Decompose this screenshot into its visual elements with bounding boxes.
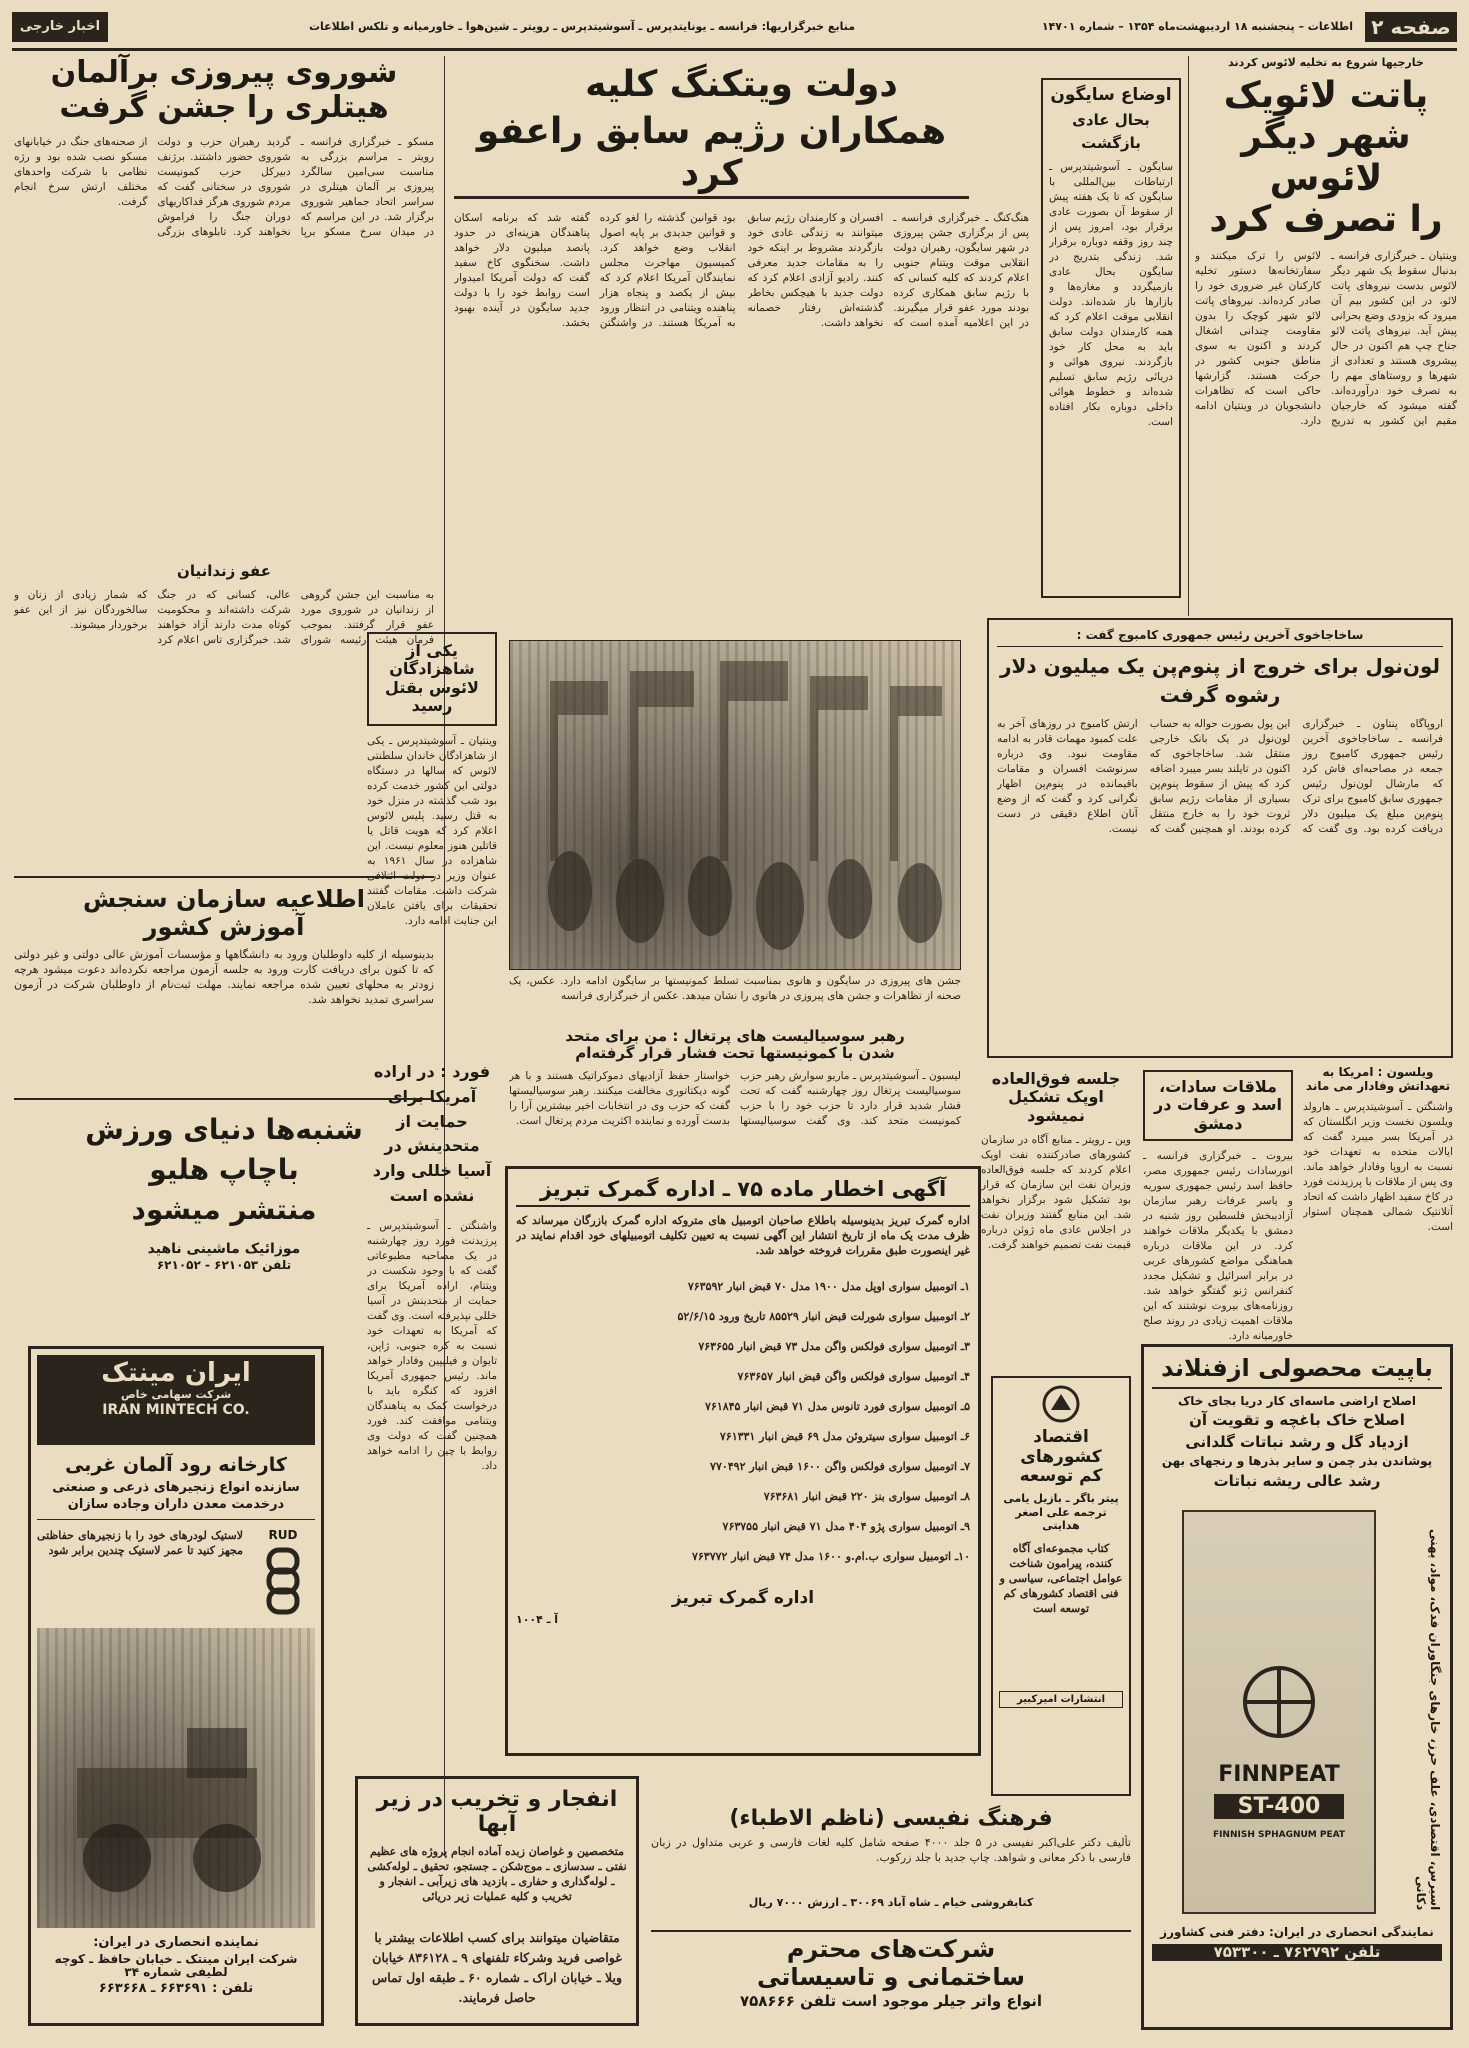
mintech-mid [37,1528,315,1620]
ford-headline: فورد : در اراده آمریکا برای حمایت از متحدینش در آسیا خللی وارد نشده است [372,1062,492,1205]
helio-footer: موزائیک ماشینی ناهید [147,1240,301,1257]
helio-line-2: باچاپ هلیو [149,1153,299,1187]
laos-headline-2: شهر دیگر لائوس [1241,116,1411,199]
customs-item: ۹ـ اتومبیل سواری پژو ۴۰۴ مدل ۷۱ قبض انبار ۷۶۳۷۵۵ [722,1520,970,1534]
mintech-subtitle: شرکت سهامی خاص [120,1387,232,1401]
peat-sack-sub: FINNISH SPHAGNUM PEAT [1212,1829,1346,1840]
publisher-logo-icon [1041,1384,1081,1424]
customs-ad [505,1166,981,1756]
book-title-1: اقتصاد کشورهای [1020,1427,1102,1467]
mintech-phone: تلفن : ۶۶۳۶۹۱ ـ ۶۶۳۶۶۸ [98,1981,254,1997]
peat-line-1: اصلاح اراضی ماسه‌ای کار دریا بجای خاک [1177,1393,1417,1408]
mintech-line-1: کارخانه رود آلمان غربی [65,1454,287,1476]
mintech-address: شرکت ایران مینتک ـ خیابان حافظ ـ کوچه لطیفی شماره ۳۴ [54,1951,298,1980]
construction-line-1: شرکت‌های محترم [786,1935,996,1963]
laos-story [1195,56,1457,606]
mintech-header [37,1355,315,1445]
dictionary-title: فرهنگ نفیسی (ناظم الاطباء) [729,1806,1053,1831]
laos-kicker: خارجیها شروع به تخلیه لائوس کردند [1228,56,1424,69]
book-publisher: انتشارات امیرکبیر [999,1691,1123,1709]
sources-line: منابع خبرگزاریها: فرانسه ـ یونایتدپرس ـ آسوشیتدپرس ـ رویتر ـ شین‌هوا ـ خاورمیانه و تلکس اطلاعات [308,20,856,33]
peat-title: باپیت محصولی ازفنلاند [1152,1355,1442,1389]
saigon-headline-2: بحال عادی [1072,110,1150,129]
wilson-headline: ویلسون : امریکا به تعهداتش وفادار می ماند [1305,1065,1451,1093]
portugal-headline-1: رهبر سوسیالیست های پرتغال : من برای متحد [565,1027,905,1045]
book-title-2: کم توسعه [1019,1466,1103,1487]
customs-signature: اداره گمرک تبریز [671,1588,815,1609]
rud-label: RUD [268,1527,298,1542]
portugal-body: لیسبون ـ آسوشیتدپرس ـ ماریو سوارش رهبر حزب سوسیالیست پرتغال روز چهارشنبه گفت که تحت فشار شدید قرار دارد تا حزب خود را با حزب کمونیست متحد کند. وی گفت سوسیالیستها خواستار حفظ آزادیهای دموکراتیک هستند و با هر گونه دیکتاتوری مخالفت میکنند. رهبر سوسیالیستها گفت که حزب وی در انتخابات اخیر بیشترین آرا را بدست آورده و نماینده اکثریت مردم پرتغال است. [509,1069,961,1127]
lon-nol-headline-2: رشوه گرفت [1159,683,1281,707]
helio-ad [14,1098,434,1338]
helio-line-3: منتشر میشود [131,1193,317,1227]
sadat-body: بیروت ـ خبرگزاری فرانسه ـ انورسادات رئیس جمهوری مصر، حافظ اسد رئیس جمهوری سوریه و یاسر عرفات رهبر سازمان آزادیبخش فلسطین روز شنبه در دمشق با یکدیگر ملاقات خواهند کرد. در این ملاقات درباره هماهنگی مواضع کشورهای عربی در برابر اسرائیل و تشکیل مجدد کنفرانس ژنو گفتگو خواهد شد. روزنامه‌های بیروت نوشتند که این ملاقات اهمیت زیادی در روند صلح خاورمیانه دارد. [1143,1150,1293,1343]
laos-prince-body: وینتیان ـ آسوشیتدپرس ـ یکی از شاهزادگان خاندان سلطنتی لائوس که سالها در دستگاه دولتی این کشور خدمت کرده بود شب گذشته در منزل خود به قتل رسید. پلیس لائوس اعلام کرد که هویت قاتل یا قاتلین هنوز معلوم نیست. این شاهزاده در سال ۱۹۶۱ به عنوان وزیر در دولت ائتلافی شرکت داشت. مقامات گفتند تحقیقات برای یافتن عاملان این جنایت ادامه دارد. [367,734,497,927]
paper-info: اطلاعات – پنجشنبه ۱۸ اردیبهشت‌ماه ۱۳۵۴ – شماره ۱۴۷۰۱ [1041,20,1353,33]
construction-ad [651,1930,1131,2030]
soviet-subhead: عفو زندانیان [177,562,271,580]
peat-sack-model: ST-400 [1214,1794,1344,1819]
opec-body: وین ـ رویتر ـ منابع آگاه در سازمان کشورهای صادرکننده نفت اوپک اعلام کردند که جلسه فوق‌العاده وزیران نفت این سازمان که قرار بود تشکیل شود برگزار نخواهد شد. این منابع گفتند وزیران نفت در اجلاس عادی ماه ژوئن درباره قیمت نفت تصمیم خواهند گرفت. [981,1134,1131,1252]
loader-icon [37,1628,321,1928]
wilson-body: واشنگتن ـ آسوشیتدپرس ـ هارولد ویلسون نخست وزیر انگلستان که در آمریکا بسر میبرد گفت که ایالات متحده به تعهدات خود نسبت به اروپا وفادار خواهد ماند. وی پس از ملاقات با پرزیدنت فورد در کاخ سفید اظهار داشت که اتحاد آتلانتیک شمالی همچنان استوار است. [1303,1100,1453,1233]
customs-item: ۱۰ـ اتومبیل سواری ب.ام.و ۱۶۰۰ مدل ۷۴ قبض انبار ۷۶۳۷۷۲ [691,1550,970,1564]
rud-logo [251,1528,315,1620]
laos-headline-1: پاتت لائویک [1223,75,1429,116]
victory-photo [509,640,961,970]
exam-headline-2: آموزش کشور [143,912,305,941]
book-desc: کتاب مجموعه‌ای آگاه کننده، پیرامون شناخت عوامل اجتماعی، سیاسی و فنی اقتصاد کشورهای کم توسعه است [999,1541,1123,1615]
mintech-line-3: درخدمت معدن داران وجاده سازان [37,1498,315,1520]
mintech-brand-en: IRAN MINTECH CO. [102,1401,250,1418]
diving-title: انفجار و تخریب در زیر آبها [376,1787,618,1838]
peat-sack-area [1152,1500,1442,1920]
construction-line-3: انواع واتر جیلر موجود است تلفن ۷۵۸۶۶۶ [739,1992,1043,2011]
lon-nol-body: اروپاگاه پنتاون ـ خبرگزاری فرانسه ـ ساخاجاخوی آخرین رئیس جمهوری کامبوج روز جمعه در مصاحبه‌ای فاش کرد که مارشال لون‌نول رئیس جمهوری سابق کامبوج برای ترک پنوم‌پن مبلغ یک میلیون دلار دریافت کرده بود. وی گفت که این پول بصورت حواله به حساب لون‌نول در یک بانک خارجی منتقل شد. ساخاجاخوی که اکنون در تایلند بسر میبرد اضافه کرد که پیش از سقوط پنوم‌پن بسیاری از مقامات رژیم سابق ثروت خود را به خارج منتقل کرده بودند. او همچنین گفت که ارتش کامبوج در روزهای آخر به علت کمبود مهمات قادر به ادامه مقاومت نبود. وی درباره سرنوشت افسران و مقامات باقیمانده در پنوم‌پن اظهار نگرانی کرد و گفت که از وضع آنان اطلاع دقیقی در دست نیست. [997,718,1443,835]
peat-phone: تلفن ۷۶۲۷۹۲ ـ ۷۵۳۳۰۰ [1152,1944,1442,1961]
soviet-body: مسکو ـ خبرگزاری فرانسه ـ رویتر ـ مراسم بزرگی به مناسبت سی‌امین سالگرد پیروزی بر آلمان هیتلری در سراسر اتحاد جماهیر شوروی برگزار شد. در این مراسم که در میدان سرخ مسکو برپا گردید رهبران حزب و دولت شوروی حضور داشتند. برژنف دبیرکل حزب کمونیست شوروی در سخنانی گفت که مردم شوروی هرگز فداکاریهای دوران جنگ را فراموش نخواهند کرد. تابلوهای بزرگی از صحنه‌های جنگ در خیابانهای مسکو نصب شده بود و رژه نظامی با شرکت واحدهای مختلف ارتش سرخ انجام گرفت. [14,136,434,238]
mintech-desc: لاستیک لودرهای خود را با زنجیرهای حفاظتی مجهز کنید تا عمر لاستیک چندین برابر شود [37,1528,243,1557]
customs-items [516,1279,970,1579]
customs-item: ۴ـ اتومبیل سواری فولکس واگن قبض انبار ۷۶۳۶۵۷ [737,1370,970,1384]
saigon-headline-3: بازگشت [1081,133,1141,152]
helio-phone: تلفن ۶۲۱۰۵۳ - ۶۲۱۰۵۲ [156,1257,292,1272]
peat-logo-icon [1239,1662,1319,1742]
customs-item: ۶ـ اتومبیل سواری سیتروئن مدل ۶۹ قبض انبار ۷۶۱۳۳۱ [719,1430,970,1444]
construction-line-2: ساختمانی و تاسیساتی [757,1962,1025,1991]
dictionary-footer: کتابفروشی خیام ـ شاه آباد ۳۰۰۶۹ ـ ارزش ۷۰۰۰ ریال [748,1896,1034,1910]
customs-item: ۸ـ اتومبیل سواری بنز ۲۲۰ قبض انبار ۷۶۳۶۸۱ [763,1490,970,1504]
lon-nol-story [987,618,1453,1058]
portugal-story [509,1028,961,1148]
opec-headline: جلسه فوق‌العاده اوپک تشکیل نمیشود [991,1069,1121,1125]
exam-notice [14,876,434,1086]
vietcong-headline-2: همکاران رژیم سابق راعفو کرد [454,111,969,199]
dictionary-body: تألیف دکتر علی‌اکبر نفیسی در ۵ جلد ۴۰۰۰ صفحه شامل کلیه لغات فارسی و عربی متداول در زبان فارسی با ذکر معانی و شواهد. چاپ جدید با جلد زرکوب. [651,1836,1131,1865]
exam-headline-1: اطلاعیه سازمان سنجش [83,885,365,913]
saigon-headline-1: اوضاع سایگون [1050,85,1172,105]
opec-story [981,1070,1131,1360]
peat-line-2: اصلاح خاک باغچه و تقویت آن [1189,1411,1405,1430]
customs-code: آ ـ ۱۰۰۴ [516,1612,559,1626]
saigon-story [1041,78,1181,598]
peat-ad [1141,1344,1453,2030]
customs-item: ۲ـ اتومبیل سواری شورلت قبض انبار ۸۵۵۲۹ تاریخ ورود ۵۲/۶/۱۵ [677,1310,970,1324]
book-ad [991,1376,1131,1796]
chain-icon [263,1546,303,1616]
iran-mintech-ad [28,1346,324,2026]
page-label: صفحه ۲ [1365,12,1457,42]
helio-line-1: شنبه‌ها دنیای ورزش [85,1113,363,1146]
peat-line-4: پوشاندن بذر چمن و سایر بذرها و رنجهای بهن [1161,1453,1433,1468]
book-author: پیتر باگر ـ بازیل یامی [1003,1491,1119,1505]
vietcong-story [454,60,1029,620]
column-rule [1188,56,1189,616]
customs-item: ۳ـ اتومبیل سواری فولکس واگن مدل ۷۳ قبض انبار ۷۶۳۶۵۵ [698,1340,970,1354]
peat-line-5: رشد عالی ریشه نباتات [1213,1471,1381,1490]
photo-figures-icon [510,641,962,971]
peat-sack-brand: FINNPEAT [1218,1761,1340,1787]
book-translator: ترجمه علی اصغر هدایتی [1015,1506,1107,1532]
vietcong-body-b: بود قوانین گذشته را لغو کرده و قوانین جدیدی بر پایه اصول انقلاب وضع خواهد کرد. کمیسیون مهاجرت مجلس نمایندگان آمریکا اعلام کرد که بیش از یکصد و پنجاه هزار پناهنده ویتنامی در انتظار ورود به آمریکا هستند. در واشنگتن گفته شد که برنامه اسکان پناهندگان هزینه‌ای در حدود پانصد میلیون دلار خواهد داشت. سخنگوی کاخ سفید گفت که دولت آمریکا امیدوار است روابط خود را با دولت جدید سایگون در آینده بهبود بخشد. [454,212,736,330]
saigon-body: سایگون ـ آسوشیتدپرس ـ ارتباطات بین‌المللی با سایگون که تا یک هفته پیش از سقوط آن بصورت عادی برقرار بود، امروز پس از چند روز وقفه دوباره برقرار شد. زندگی بتدریج در سایگون بحال عادی بازمیگردد و مغازه‌ها و بازارها باز شده‌اند. دولت انقلابی موقت اعلام کرد که همه کارمندان دولت سابق باید به محل کار خود بازگردند. نیروی هوائی و دریائی رژیم سابق تسلیم شده‌اند و خطوط هوائی داخلی دوباره بکار افتاده است. [1049,161,1173,429]
photo-caption: جشن های پیروزی در سایگون و هانوی بمناسبت تسلط کمونیستها بر سایگون ادامه دارد. عکس، یک صحنه از تظاهرات و جشن های پیروزی در هانوی را نشان میدهد. عکس از خبرگزاری فرانسه [509,975,961,1002]
soviet-headline-2: هیتلری را جشن گرفت [59,89,389,125]
lon-nol-headline-1: لون‌نول برای خروج از پنوم‌پن یک میلیون دلار [1000,654,1440,678]
customs-intro: اداره گمرک تبریز بدینوسیله باطلاع صاحبان اتومبیل های متروکه اداره گمرک بازرگان میرساند که ظرف مدت یک ماه از تاریخ انتشار این آگهی نسبت به تعیین تکلیف اتومبیلهای خود اقدام نمایند در غیر اینصورت طبق مقررات فروخته خواهد شد. [516,1214,970,1258]
section-tag: اخبار خارجی [12,12,108,42]
soviet-body-2: به مناسبت این جشن گروهی از زندانیان در شوروی مورد عفو قرار گرفتند. بموجب فرمان هیئت رئیسه شورای عالی، کسانی که در جنگ شرکت داشته‌اند و محکومیت کوتاه مدت دارند آزاد خواهند شد. خبرگزاری تاس اعلام کرد که شمار زیادی از زنان و سالخوردگان نیز از این عفو برخوردار میشوند. [14,589,434,647]
mintech-agent: نماینده انحصاری در ایران: [93,1934,259,1950]
portugal-headline-2: شدن با کمونیستها تحت فشار قرار گرفته‌ام [575,1044,895,1063]
peat-sack [1182,1510,1376,1914]
dictionary-ad [651,1806,1131,1926]
vietcong-columns [454,211,1029,651]
peat-agent: نمایندگی انحصاری در ایران: دفتر فنی کشاورز [1160,1924,1434,1939]
customs-title: آگهی اخطار ماده ۷۵ ـ اداره گمرک تبریز [516,1177,970,1207]
diving-body: متخصصین و غواصان زبده آماده انجام پروژه های عظیم نفتی ـ سدسازی ـ موج‌شکن ـ جستجو، تحقیق ـ لوله‌کشی ـ لوله‌گذاری و حفاری ـ بازدید های زیرآبی ـ انفجار و تخریب و کلیه عملیات زیر دریائی [367,1844,627,1903]
sadat-headline: ملاقات سادات، اسد و عرفات در دمشق [1143,1070,1293,1141]
vietcong-body-a: هنگ‌کنگ ـ خبرگزاری فرانسه ـ پس از برگزاری جشن پیروزی در شهر سایگون، رهبران دولت انقلابی موقت ویتنام جنوبی اعلام کردند که کلیه کسانی که با رژیم سابق همکاری کرده بودند مورد عفو قرار میگیرند. در این اعلامیه آمده است که افسران و کارمندان رژیم سابق میتوانند به زندگی عادی خود بازگردند مشروط بر اینکه خود را به مقامات جدید معرفی کنند. رادیو آزادی اعلام کرد که دولت جدید با هیچکس بخاطر گذشته‌اش رفتار خصمانه نخواهد داشت. [747,212,1029,330]
peat-side-text: اسیرس، اقتصادی، علف حرز، خارهای جنگاوران فدک، مواد، پهنی دکانی [1414,1528,1442,1910]
masthead [12,10,1457,46]
customs-item: ۷ـ اتومبیل سواری فولکس واگن ۱۶۰۰ قبض انبار ۷۷۰۴۹۲ [710,1460,970,1474]
masthead-rule [12,48,1457,51]
lon-nol-kicker: ساخاجاخوی آخرین رئیس جمهوری کامبوج گفت : [997,628,1443,647]
ford-body: واشنگتن ـ آسوشیتدپرس ـ پرزیدنت فورد روز چهارشنبه در یک مصاحبه مطبوعاتی گفت که با وجود شکست در ویتنام، اراده آمریکا برای حمایت از متحدینش در آسیا خللی نپذیرفته است. وی گفت که آمریکا به تعهدات خود نسبت به کره جنوبی، ژاپن، تایوان و فیلیپین وفادار خواهد ماند. رئیس جمهوری آمریکا افزود که کنگره باید با درخواست کمک به پناهندگان ویتنامی موافقت کند. فورد همچنین گفت که دولت وی روابط با چین را ادامه خواهد داد. [367,1219,497,1472]
laos-prince-headline: یکی از شاهزادگان لائوس بقتل رسید [367,632,497,726]
mintech-brand-fa: ایران مینتک [101,1358,251,1388]
exam-body: بدینوسیله از کلیه داوطلبان ورود به دانشگاهها و مؤسسات آموزش عالی دولتی و غیر دولتی که تا کنون برای دریافت کارت ورود به جلسه آزمون مراجعه نکرده‌اند دعوت میشود هرچه زودتر به محلهای تعیین شده مراجعه نمایند. مهلت ثبت‌نام از داوطلبان شرکت در آزمون سراسری تمدید نخواهد شد. [14,948,434,1007]
customs-item: ۱ـ اتومبیل سواری اوپل مدل ۱۹۰۰ مدل ۷۰ قبض انبار ۷۶۳۵۹۲ [687,1280,970,1294]
mintech-line-2: سازنده انواع زنجیرهای ذرعی و صنعتی [52,1479,300,1495]
peat-line-3: ازدیاد گل و رشد نباتات گلدانی [1185,1432,1409,1451]
vietcong-headline-1: دولت ویتکنگ کلیه [585,64,898,105]
customs-item: ۵ـ اتومبیل سواری فورد تانوس مدل ۷۱ قبض انبار ۷۶۱۸۴۵ [705,1400,970,1414]
loader-photo [37,1628,315,1928]
diving-contact: متقاضیان میتوانند برای کسب اطلاعات بیشتر با غواصی فرید وشرکاء تلفنهای ۹ ـ ۸۳۶۱۲۸ خیابان ویلا ـ خیابان اراک ـ شماره ۶۰ ـ طبقه اول تماس حاصل فرمایند. [371,1929,623,2005]
soviet-headline-1: شوروی پیروزی برآلمان [50,55,398,90]
laos-body: وینتیان ـ خبرگزاری فرانسه ـ بدنبال سقوط یک شهر دیگر لائوس بدست نیروهای پاتت لائو، در این کشور بیم آن میرود که بزودی وضع بحرانی پیش آید. نیروهای پاتت لائو جناح چپ هم اکنون در حال پیشروی هستند و تعدادی از شهرها و روستاهای مهم را به تصرف خود درآورده‌اند. گفته میشود که خارجیان مقیم این کشور به تدریج لائوس را ترک میکنند و سفارتخانه‌ها دستور تخلیه کارکنان غیر ضروری خود را صادر کرده‌اند. نیروهای پاتت لائو شهر کوچک را بدون مقاومت چندانی اشغال کردند و اکنون به سوی مناطق جنوبی کشور در حرکت هستند. گزارشها حاکی است که تظاهرات دانشجویان در وینتیان ادامه دارد. [1195,249,1457,427]
laos-headline-3: را تصرف کرد [1209,199,1443,241]
diving-ad [355,1776,639,2026]
